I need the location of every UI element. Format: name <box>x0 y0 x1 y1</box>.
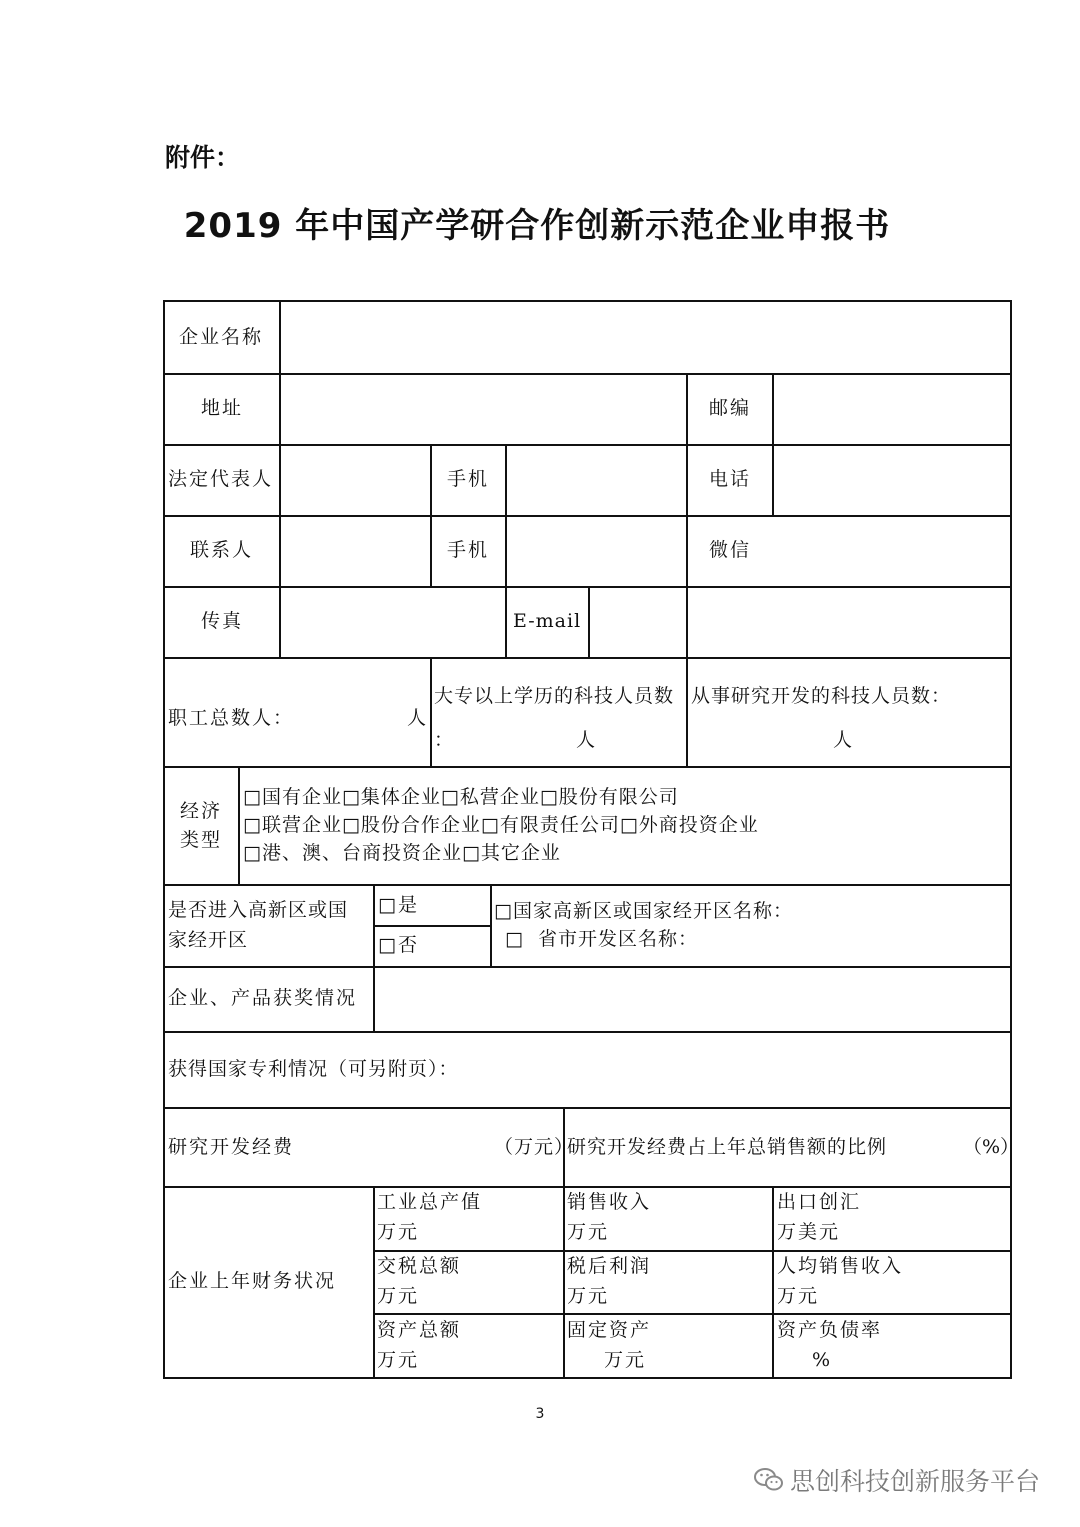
econ-type-label-2: 类型 <box>180 829 223 851</box>
contact-mobile-label: 手机 <box>447 539 490 561</box>
patents-label: 获得国家专利情况（可另附页）： <box>168 1058 459 1080</box>
rd-funds-label: 研究开发经费 <box>168 1136 295 1158</box>
rd-ratio-unit: （%） <box>963 1136 1020 1158</box>
page-number: 3 <box>535 1406 545 1422</box>
tax-total-label: 交税总额 <box>377 1255 462 1277</box>
watermark-text: 思创科技创新服务平台 <box>789 1467 1040 1496</box>
zone-question-line2: 家经开区 <box>168 929 249 951</box>
sales-revenue-label: 销售收入 <box>567 1191 652 1213</box>
debt-ratio-label: 资产负债率 <box>777 1319 883 1341</box>
legal-rep-label: 法定代表人 <box>168 468 274 490</box>
postcode-label: 邮编 <box>709 397 752 419</box>
zone-national-name[interactable]: □国家高新区或国家经开区名称： <box>494 900 793 922</box>
watermark <box>754 1462 1040 1498</box>
industrial-output-label: 工业总产值 <box>377 1191 483 1213</box>
econ-options-line1[interactable]: □国有企业□集体企业□私营企业□股份有限公司 <box>243 786 679 808</box>
total-assets-unit: 万元 <box>377 1349 420 1371</box>
college-staff-colon: ： <box>434 729 456 751</box>
fax-label: 传真 <box>201 610 244 632</box>
rd-ratio-label: 研究开发经费占上年总销售额的比例 <box>567 1136 888 1158</box>
econ-options-line3[interactable]: □港、澳、台商投资企业□其它企业 <box>243 842 561 864</box>
email-field[interactable] <box>591 589 1008 656</box>
rd-staff-unit: 人 <box>833 729 855 751</box>
zone-yes-checkbox[interactable]: □是 <box>378 894 419 916</box>
sales-revenue-unit: 万元 <box>567 1221 610 1243</box>
econ-options-line2[interactable]: □联营企业□股份合作企业□有限责任公司□外商投资企业 <box>243 814 759 836</box>
staff-total-label: 职工总数人： <box>168 707 295 729</box>
wechat-field[interactable] <box>775 518 1008 585</box>
mobile-field[interactable] <box>508 447 684 514</box>
zone-provincial-name[interactable]: □ 省市开发区名称： <box>505 928 699 950</box>
legal-rep-field[interactable] <box>282 447 428 514</box>
awards-label: 企业、产品获奖情况 <box>168 987 358 1009</box>
attachment-label: 附件： <box>165 143 241 172</box>
address-label: 地址 <box>201 397 244 419</box>
zone-no-checkbox[interactable]: □否 <box>378 934 419 956</box>
finance-label: 企业上年财务状况 <box>168 1270 337 1292</box>
tax-total-unit: 万元 <box>377 1285 420 1307</box>
net-profit-label: 税后利润 <box>567 1255 652 1277</box>
rd-funds-unit: （万元） <box>494 1136 575 1158</box>
college-staff-label: 大专以上学历的科技人员数 <box>434 685 675 707</box>
total-assets-label: 资产总额 <box>377 1319 462 1341</box>
fixed-assets-unit: 万元 <box>604 1349 647 1371</box>
phone-label: 电话 <box>709 468 752 490</box>
college-staff-unit: 人 <box>576 729 598 751</box>
wechat-icon <box>754 1467 784 1493</box>
per-capita-sales-label: 人均销售收入 <box>777 1255 904 1277</box>
address-field[interactable] <box>282 376 684 443</box>
fixed-assets-label: 固定资产 <box>567 1319 652 1341</box>
postcode-field[interactable] <box>775 376 1008 443</box>
per-capita-sales-unit: 万元 <box>777 1285 820 1307</box>
phone-field[interactable] <box>775 447 1008 514</box>
net-profit-unit: 万元 <box>567 1285 610 1307</box>
company-name-field[interactable] <box>282 303 1008 372</box>
company-name-label: 企业名称 <box>179 326 264 348</box>
export-unit: 万美元 <box>777 1221 841 1243</box>
document-title: 2019 年中国产学研合作创新示范企业申报书 <box>183 206 891 246</box>
contact-mobile-field[interactable] <box>508 518 684 585</box>
econ-type-label-1: 经济 <box>180 800 223 822</box>
industrial-output-unit: 万元 <box>377 1221 420 1243</box>
fax-field[interactable] <box>282 589 503 656</box>
zone-question-line1: 是否进入高新区或国 <box>168 899 349 921</box>
contact-field[interactable] <box>282 518 428 585</box>
rd-staff-label: 从事研究开发的科技人员数： <box>691 685 952 707</box>
contact-label: 联系人 <box>190 539 254 561</box>
awards-field[interactable] <box>376 969 1008 1030</box>
mobile-label: 手机 <box>447 468 490 490</box>
export-label: 出口创汇 <box>777 1191 862 1213</box>
debt-ratio-unit: % <box>812 1349 833 1371</box>
email-label: E-mail <box>513 610 582 632</box>
staff-total-unit: 人 <box>407 707 429 729</box>
wechat-label: 微信 <box>709 539 752 561</box>
